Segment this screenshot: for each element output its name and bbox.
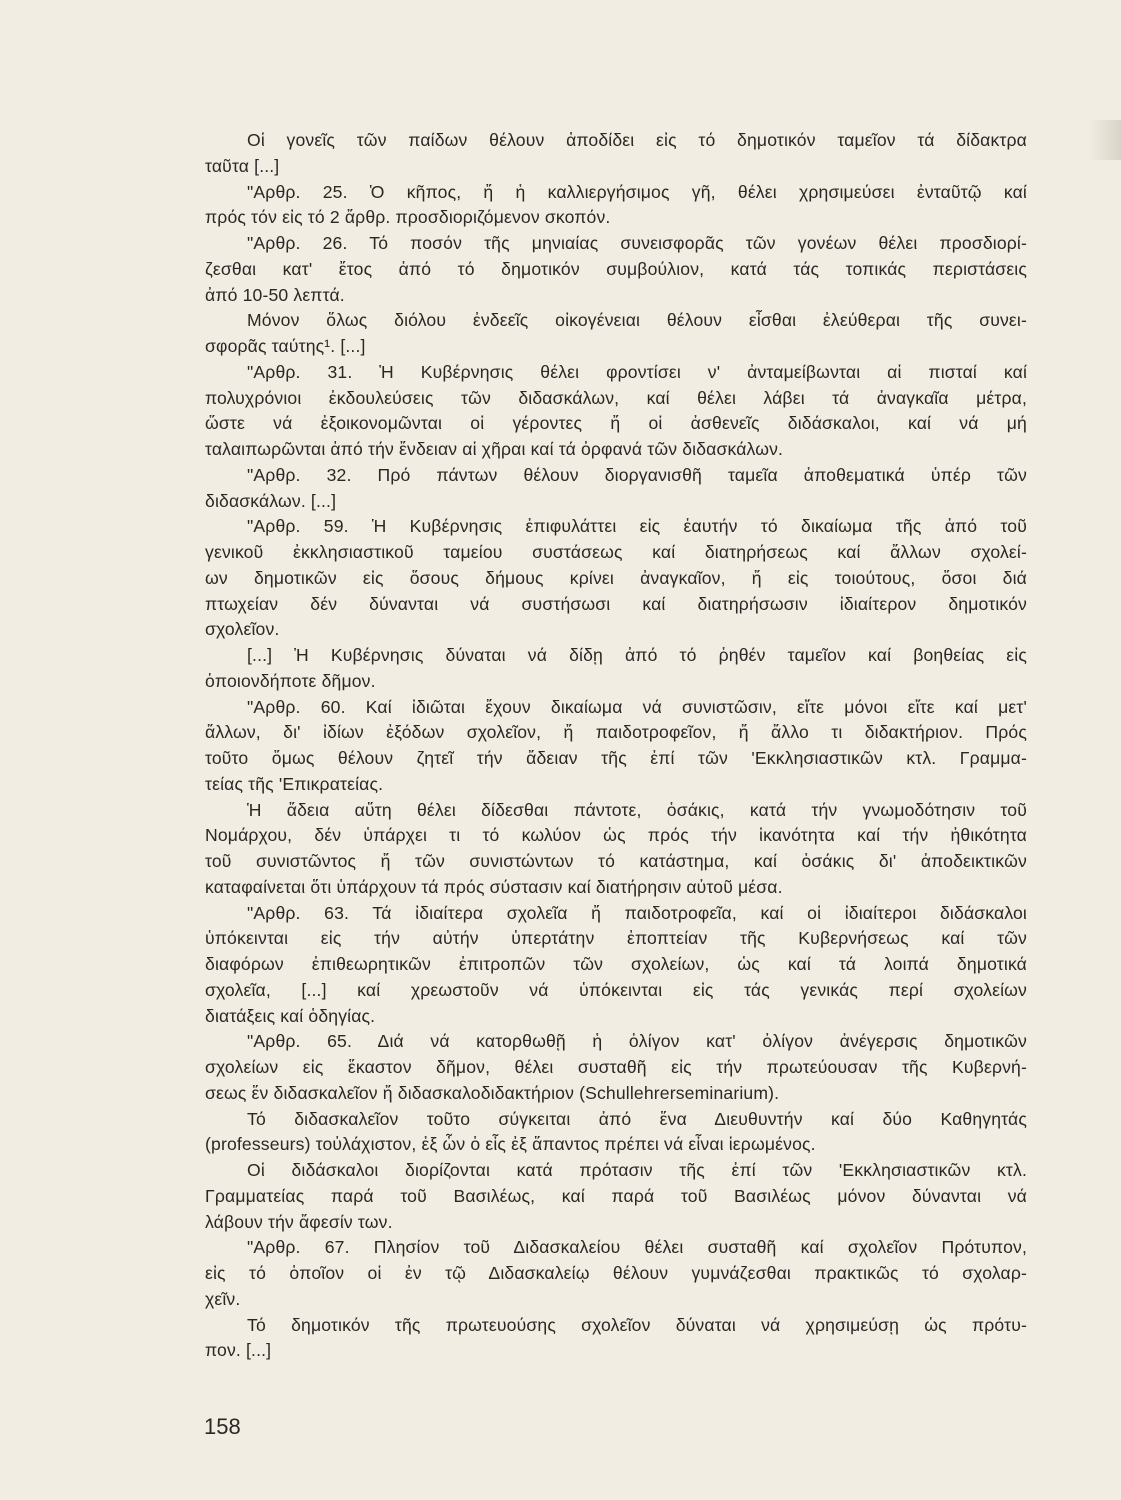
text-line: "Αρθρ. 65. Διά νά κατορθωθῇ ἡ ὀλίγον κατ' ὀλίγον ἀνέγερσις δημοτικῶν [247, 1031, 1027, 1052]
body-text [205, 128, 1027, 1364]
text-line: ζεσθαι κατ' ἔτος ἀπό τό δημοτικόν συμβούλιον, κατά τάς τοπικάς περιστάσεις [205, 258, 1027, 279]
text-line: "Αρθρ. 67. Πλησίον τοῦ Διδασκαλείου θέλει συσταθῆ καί σχολεῖον Πρότυπον, [247, 1237, 1027, 1258]
text-line: Νομάρχου, δέν ὑπάρχει τι τό κωλύον ὡς πρός τήν ἱκανότητα καί τήν ἠθικότητα [205, 825, 1027, 846]
text-line: "Αρθρ. 32. Πρό πάντων θέλουν διοργανισθῆ ταμεῖα ἀποθεματικά ὑπέρ τῶν [247, 464, 1027, 485]
text-line: "Αρθρ. 60. Καί ἰδιῶται ἔχουν δικαίωμα νά συνιστῶσιν, εἴτε μόνοι εἴτε καί μετ' [247, 696, 1027, 717]
text-line: εἰς τό ὁποῖον οἱ ἐν τῷ Διδασκαλείῳ θέλουν γυμνάζεσθαι πρακτικῶς τό σχολαρ- [205, 1263, 1027, 1283]
text-line: Οἱ γονεῖς τῶν παίδων θέλουν ἀποδίδει εἰς τό δημοτικόν ταμεῖον τά δίδακτρα [247, 130, 1027, 150]
text-line: σφορᾶς ταύτης¹. [...] [205, 336, 366, 356]
text-line: πολυχρόνιοι ἐκδουλεύσεις τῶν διδασκάλων, καί θέλει λάβει τά ἀναγκαῖα μέτρα, [205, 387, 1027, 408]
text-line: τοῦ συνιστῶντος ἤ τῶν συνιστώντων τό κατάστημα, καί ὁσάκις δι' ἀποδεικτικῶν [205, 851, 1027, 871]
text-line: ὥστε νά ἐξοικονομῶνται οἱ γέροντες ἤ οἱ ἀσθενεῖς διδάσκαλοι, καί νά μή [205, 413, 1027, 434]
text-line: σεως ἕν διδασκαλεῖον ἤ διδασκαλοδιδακτήριον (Schullehrerseminarium). [205, 1082, 780, 1103]
text-line: διαφόρων ἐπιθεωρητικῶν ἐπιτροπῶν τῶν σχολείων, ὡς καί τά λοιπά δημοτικά [205, 954, 1027, 974]
text-line: πρός τόν εἰς τό 2 ἄρθρ. προσδιοριζόμενον σκοπόν. [205, 207, 611, 228]
text-line: σχολεῖα, [...] καί χρεωστοῦν νά ὑπόκεινται εἰς τάς γενικάς περί σχολείων [205, 979, 1027, 1000]
text-line: γενικοῦ ἐκκλησιαστικοῦ ταμείου συστάσεως καί διατηρήσεως καί ἄλλων σχολεί- [205, 542, 1027, 562]
text-line: διδασκάλων. [...] [205, 490, 337, 511]
text-line: πτωχείαν δέν δύνανται νά συστήσωσι καί διατηρήσωσιν ἰδιαίτερον δημοτικόν [205, 593, 1027, 614]
text-line: "Αρθρ. 25. Ὁ κῆπος, ἤ ἡ καλλιεργήσιμος γῆ, θέλει χρησιμεύσει ἐνταῦτῷ καί [247, 181, 1027, 202]
text-line: ταῦτα [...] [205, 155, 280, 176]
text-line: "Αρθρ. 26. Τό ποσόν τῆς μηνιαίας συνεισφορᾶς τῶν γονέων θέλει προσδιορί- [247, 233, 1027, 253]
text-line: λάβουν τήν ἄφεσίν των. [205, 1211, 393, 1232]
text-line: Μόνον ὅλως διόλου ἐνδεεῖς οἰκογένειαι θέλουν εἶσθαι ἐλεύθεραι τῆς συνει- [247, 310, 1027, 331]
text-line: διατάξεις καί ὁδηγίας. [205, 1005, 376, 1026]
text-line: [...] Ἡ Κυβέρνησις δύναται νά δίδῃ ἀπό τό ῥηθέν ταμεῖον καί βοηθείας εἰς [247, 645, 1027, 665]
text-line: σχολείων εἰς ἕκαστον δῆμον, θέλει συσταθῆ εἰς τήν πρωτεύουσαν τῆς Κυβερνή- [205, 1057, 1027, 1077]
text-line: Τό διδασκαλεῖον τοῦτο σύγκειται ἀπό ἕνα Διευθυντήν καί δύο Καθηγητάς [247, 1108, 1027, 1129]
page-edge-shadow [1088, 120, 1121, 160]
text-line: σχολεῖον. [205, 619, 280, 640]
text-line: Ἡ ἄδεια αὕτη θέλει δίδεσθαι πάντοτε, ὁσάκις, κατά τήν γνωμοδότησιν τοῦ [247, 799, 1027, 820]
text-line: Τό δημοτικόν τῆς πρωτευούσης σχολεῖον δύναται νά χρησιμεύσῃ ὡς πρότυ- [247, 1314, 1027, 1335]
text-line: ἀπό 10-50 λεπτά. [205, 284, 345, 305]
text-line: Οἱ διδάσκαλοι διορίζονται κατά πρότασιν τῆς ἐπί τῶν 'Εκκλησιαστικῶν κτλ. [247, 1160, 1027, 1180]
text-line: "Αρθρ. 31. Ἡ Κυβέρνησις θέλει φροντίσει ν' ἀνταμείβωνται αἱ πισταί καί [247, 361, 1027, 382]
text-line: (professeurs) τοὐλάχιστον, ἐξ ὧν ὁ εἷς ἐξ ἅπαντος πρέπει νά εἶναι ἱερωμένος. [205, 1134, 816, 1155]
text-line: ταλαιπωρῶνται ἀπό τήν ἔνδειαν αἱ χῆραι καί τά ὀρφανά τῶν διδασκάλων. [205, 439, 784, 459]
text-line: χεῖν. [205, 1288, 241, 1309]
text-line: πον. [...] [205, 1340, 272, 1361]
text-line: ὑπόκεινται εἰς τήν αὐτήν ὑπερτάτην ἐποπτείαν τῆς Κυβερνήσεως καί τῶν [205, 928, 1027, 949]
text-line: "Αρθρ. 63. Τά ἰδιαίτερα σχολεῖα ἤ παιδοτροφεῖα, καί οἱ ἰδιαίτεροι διδάσκαλοι [247, 902, 1027, 923]
text-line: ἄλλων, δι' ἰδίων ἐξόδων σχολεῖον, ἤ παιδοτροφεῖον, ἤ ἄλλο τι διδακτήριον. Πρός [205, 722, 1027, 743]
text-line: ὁποιονδήποτε δῆμον. [205, 670, 376, 691]
text-line: τείας τῆς 'Επικρατείας. [205, 773, 384, 794]
page-number: 158 [204, 1414, 241, 1439]
text-line: Γραμματείας παρά τοῦ Βασιλέως, καί παρά τοῦ Βασιλέως μόνον δύνανται νά [205, 1185, 1027, 1206]
text-line: "Αρθρ. 59. Ἡ Κυβέρνησις ἐπιφυλάττει εἰς ἑαυτήν τό δικαίωμα τῆς ἀπό τοῦ [247, 516, 1027, 537]
text-line: ων δημοτικῶν εἰς ὅσους δήμους κρίνει ἀναγκαῖον, ἤ εἰς τοιούτους, ὅσοι διά [205, 567, 1027, 588]
text-line: τοῦτο ὅμως θέλουν ζητεῖ τήν ἄδειαν τῆς ἐπί τῶν 'Εκκλησιαστικῶν κτλ. Γραμμα- [205, 748, 1027, 768]
text-line: καταφαίνεται ὅτι ὑπάρχουν τά πρός σύστασιν καί διατήρησιν αὐτοῦ μέσα. [205, 876, 783, 897]
